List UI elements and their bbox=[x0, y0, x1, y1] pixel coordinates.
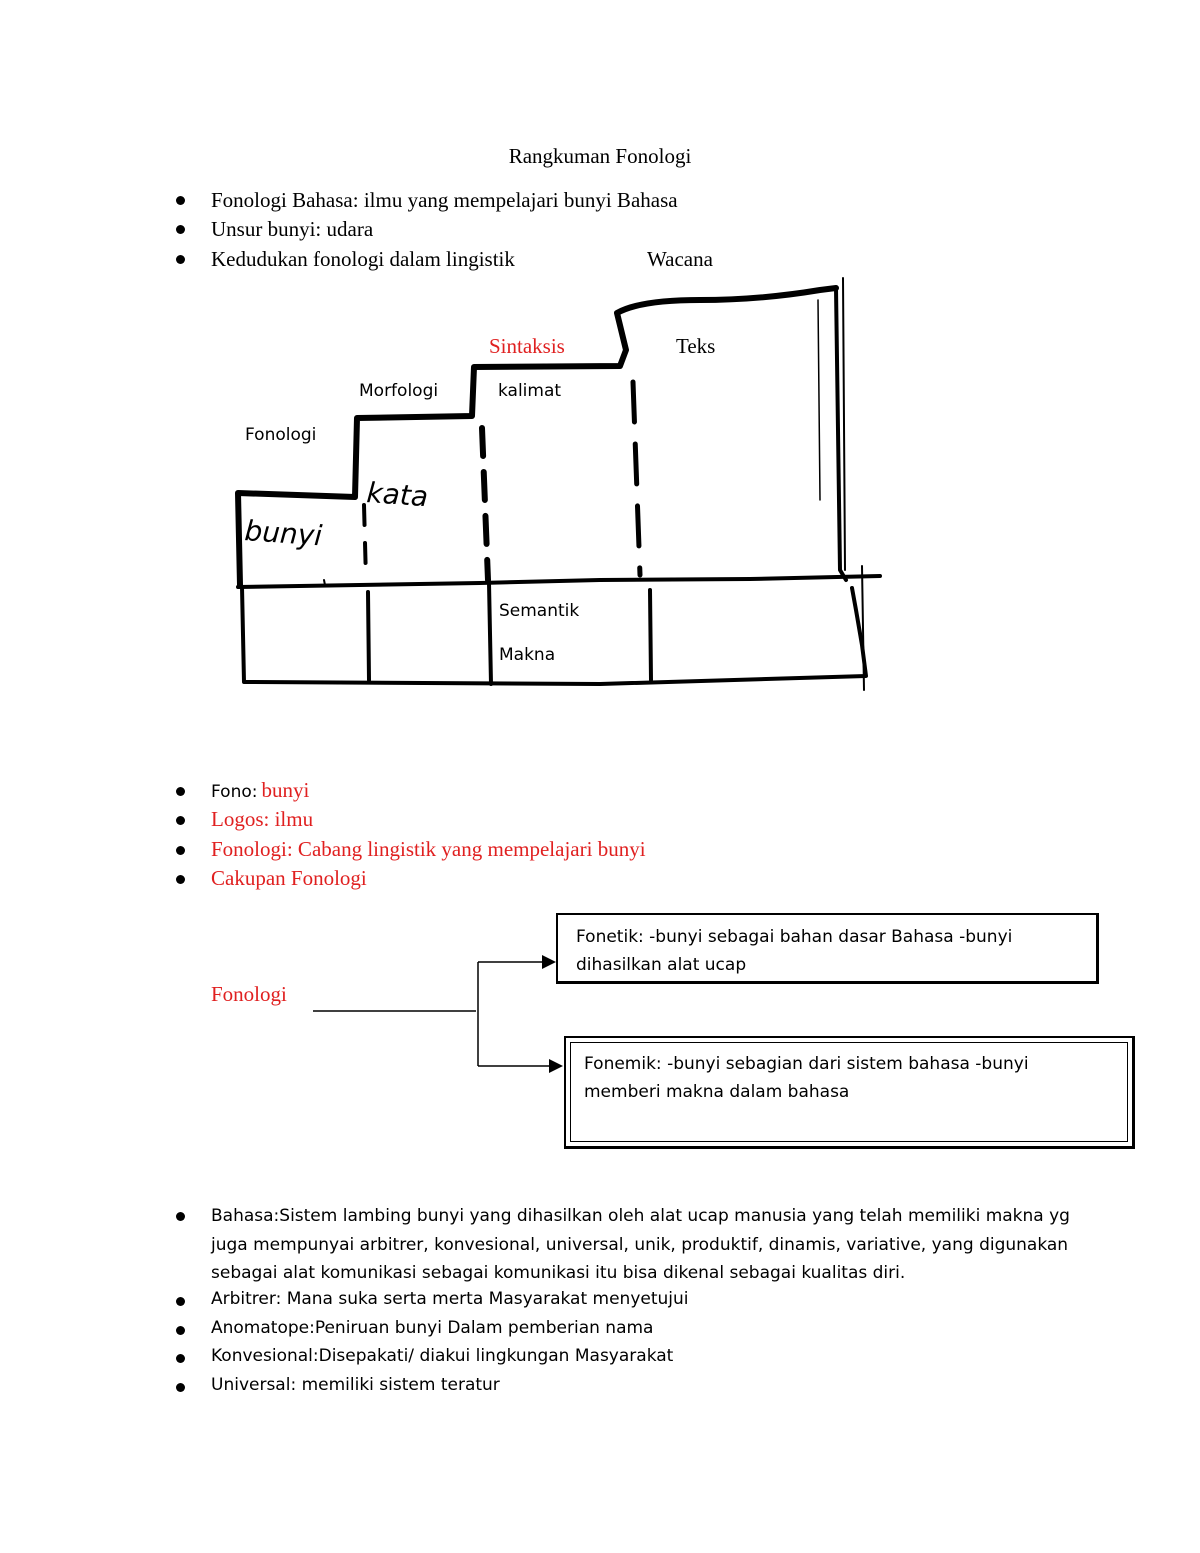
bullet-dot bbox=[176, 846, 185, 855]
stair-outline bbox=[238, 288, 836, 585]
sintaksis-label: Sintaksis bbox=[489, 334, 565, 358]
bullet-dot bbox=[176, 1326, 185, 1335]
semantik-label: Semantik bbox=[499, 601, 580, 621]
bullet-dot bbox=[176, 787, 185, 796]
bullet-text: Kedudukan fonologi dalam lingistik bbox=[211, 247, 515, 271]
bullet-text: Fonologi Bahasa: ilmu yang mempelajari bunyi Bahasa bbox=[211, 188, 678, 212]
bullet-text-universal: Universal: memiliki sistem teratur bbox=[211, 1375, 500, 1395]
fonemik-box bbox=[564, 1036, 1135, 1149]
morfologi-label: Morfologi bbox=[359, 381, 439, 401]
fono-label: Fono: bbox=[211, 782, 258, 802]
bullet-text-fonologi: Fonologi: Cabang lingistik yang mempelajari bunyi bbox=[211, 837, 646, 861]
bunyi-label: bunyi bbox=[243, 514, 324, 553]
fono-value: bunyi bbox=[261, 778, 310, 802]
bullet-dot bbox=[176, 875, 185, 884]
bullet-dot bbox=[176, 1354, 185, 1363]
bullet-dot bbox=[176, 1297, 185, 1306]
divider-kata bbox=[364, 505, 366, 580]
fonetik-box bbox=[556, 913, 1099, 984]
fonetik-text: Fonetik: -bunyi sebagai bahan dasar Bahasa -bunyi dihasilkan alat ucap bbox=[576, 927, 1013, 975]
cakupan-root-label: Fonologi bbox=[211, 982, 287, 1006]
right-edge-inner bbox=[818, 300, 820, 500]
divider-teks bbox=[633, 382, 640, 575]
fonologi-level-label: Fonologi bbox=[245, 425, 317, 445]
kalimat-label: kalimat bbox=[498, 381, 562, 401]
bullet-text-bahasa: Bahasa:Sistem lambing bunyi yang dihasilkan oleh alat ucap manusia yang telah memiliki makna yg juga mempunyai arbitrer, konvesional, universal, unik, produktif, dinamis, variative, yang digunakan sebagai alat komunikasi sebagai komunikasi itu bisa dikenal sebagai kualitas diri. bbox=[211, 1206, 1070, 1283]
bullet-dot bbox=[176, 1383, 185, 1392]
bullet-text-anomatope: Anomatope:Peniruan bunyi Dalam pemberian nama bbox=[211, 1318, 654, 1338]
fonemik-text: Fonemik: -bunyi sebagian dari sistem bahasa -bunyi memberi makna dalam bahasa bbox=[584, 1054, 1029, 1102]
divider-kalimat bbox=[482, 428, 488, 580]
bullet-dot bbox=[176, 816, 185, 825]
bullet-text-logos: Logos: ilmu bbox=[211, 807, 314, 831]
small-mark bbox=[324, 580, 325, 585]
arrow-fonemik-icon bbox=[549, 1059, 563, 1073]
bullet-text-arbitrer: Arbitrer: Mana suka serta merta Masyarakat menyetujui bbox=[211, 1289, 689, 1309]
teks-label: Teks bbox=[676, 334, 716, 358]
wacana-label: Wacana bbox=[647, 247, 713, 271]
bullet-dot bbox=[176, 1212, 185, 1221]
page-title: Rangkuman Fonologi bbox=[508, 144, 692, 168]
right-edge-thin bbox=[843, 278, 845, 570]
bullet-text-konvesional: Konvesional:Disepakati/ diakui lingkungan Masyarakat bbox=[211, 1346, 674, 1366]
makna-label: Makna bbox=[499, 645, 556, 665]
bottom-divider-2 bbox=[489, 583, 491, 684]
bullet-text-fono bbox=[211, 778, 309, 803]
bullet-text: Unsur bunyi: udara bbox=[211, 217, 374, 241]
linguistics-level-diagram bbox=[0, 0, 1200, 760]
middle-line bbox=[238, 576, 880, 587]
kata-label: kata bbox=[365, 476, 430, 514]
arrow-fonetik-icon bbox=[542, 955, 556, 969]
bullet-text-cakupan: Cakupan Fonologi bbox=[211, 866, 367, 890]
bottom-divider-1 bbox=[368, 592, 369, 680]
bottom-divider-3 bbox=[650, 590, 651, 680]
